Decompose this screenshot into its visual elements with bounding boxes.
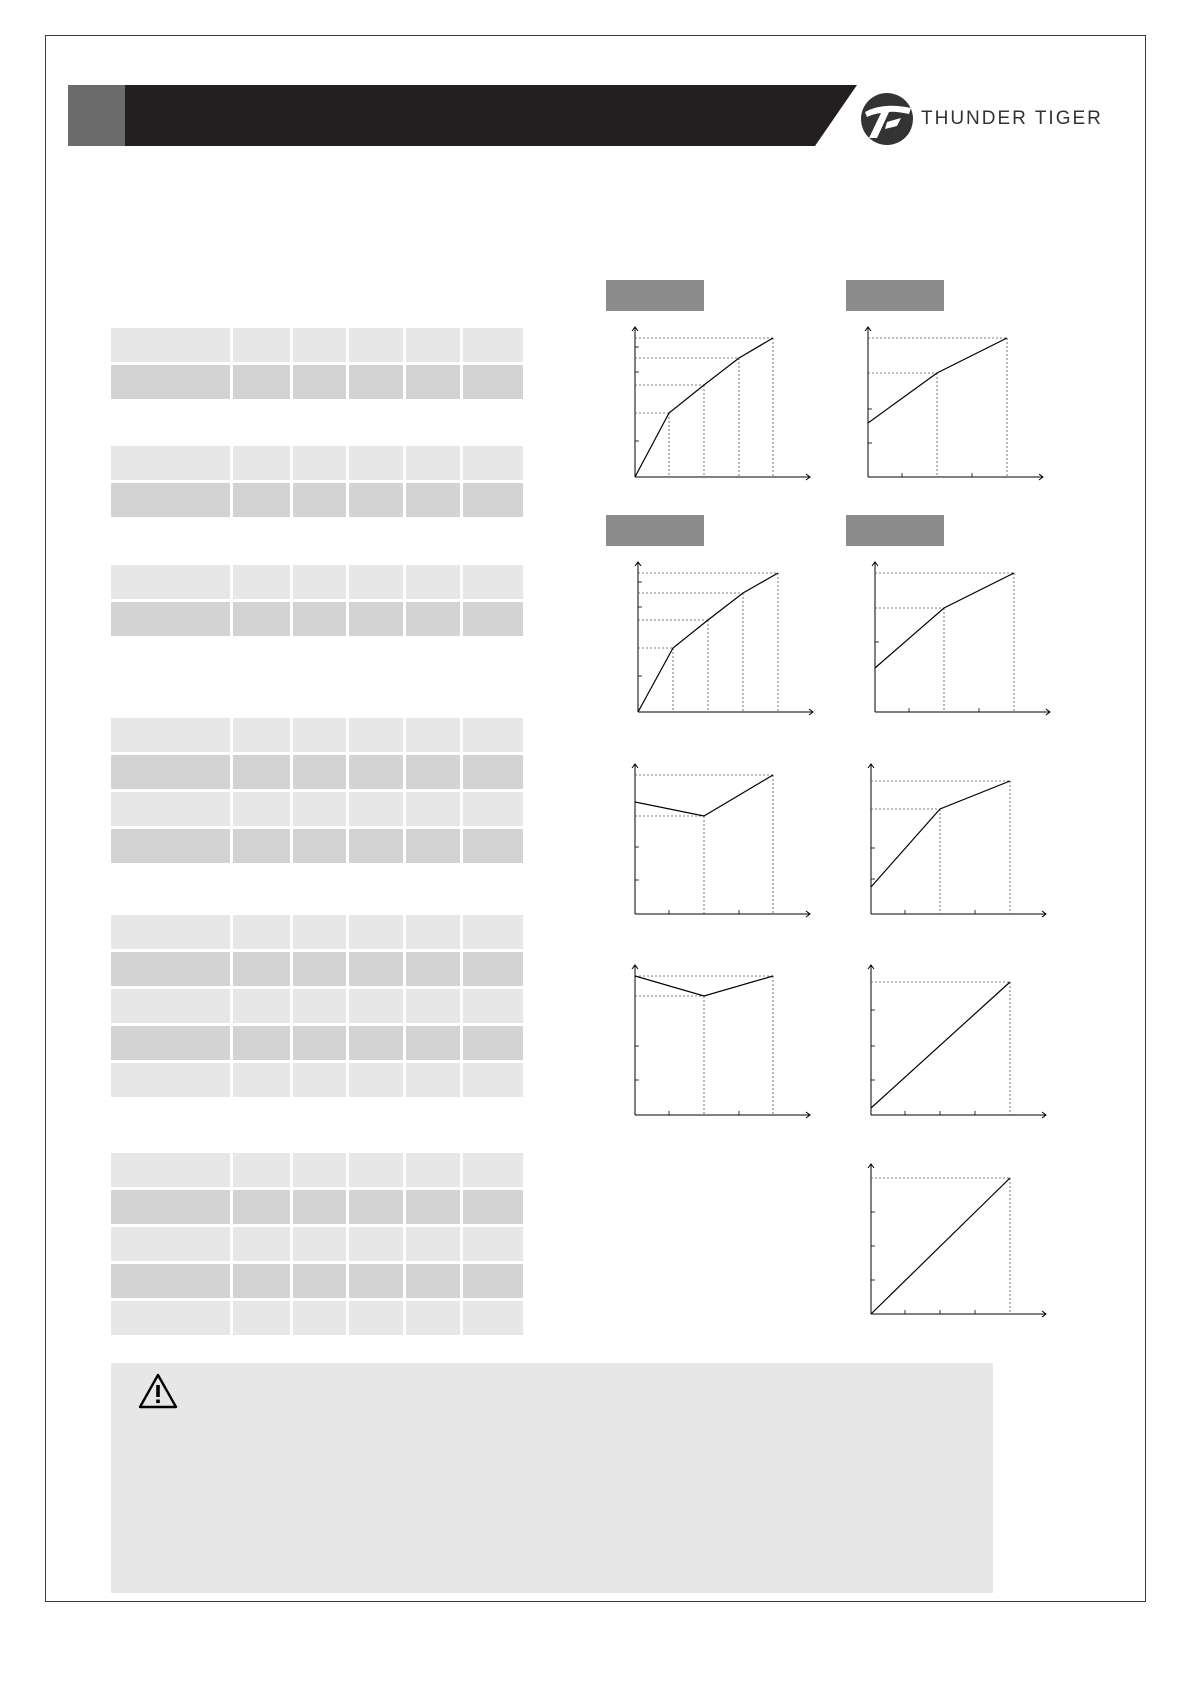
tiger-emblem-icon (857, 92, 919, 146)
table-row (111, 446, 523, 480)
table-row (111, 483, 523, 517)
graph-label-box (606, 515, 704, 546)
curve-graph-icon (863, 963, 1049, 1119)
curve-graph-icon (860, 325, 1046, 481)
graph-label-box (846, 280, 944, 311)
warning-triangle-icon (137, 1372, 179, 1410)
warning-box (111, 1363, 993, 1593)
table-row (111, 755, 523, 789)
setting-table-3 (108, 562, 526, 639)
setting-table-4 (108, 715, 526, 866)
curve-graph-icon (863, 762, 1049, 918)
graph-label-box (846, 515, 944, 546)
setting-table-2 (108, 443, 526, 520)
table-row (111, 915, 523, 949)
setting-table-5 (108, 912, 526, 1100)
table-row (111, 1026, 523, 1060)
table-row (111, 565, 523, 599)
table-row (111, 365, 523, 399)
setting-table-6 (108, 1150, 526, 1338)
table-row (111, 1190, 523, 1224)
curve-graph-icon (627, 762, 813, 918)
curve-graph-icon (627, 963, 813, 1119)
table-row (111, 829, 523, 863)
curve-graph-icon (627, 325, 813, 481)
curve-graph-icon (863, 1162, 1049, 1318)
table-row (111, 1153, 523, 1187)
curve-graph-icon (867, 560, 1053, 716)
table-row (111, 989, 523, 1023)
table-row (111, 1063, 523, 1097)
header-bar (68, 85, 857, 146)
table-row (111, 602, 523, 636)
table-row (111, 1227, 523, 1261)
table-row (111, 792, 523, 826)
table-row (111, 328, 523, 362)
setting-table-1 (108, 325, 526, 402)
table-row (111, 952, 523, 986)
table-row (111, 718, 523, 752)
graph-label-box (606, 280, 704, 311)
table-row (111, 1301, 523, 1335)
table-row (111, 1264, 523, 1298)
brand-name: THUNDER TIGER (921, 108, 1103, 129)
curve-graph-icon (630, 560, 816, 716)
